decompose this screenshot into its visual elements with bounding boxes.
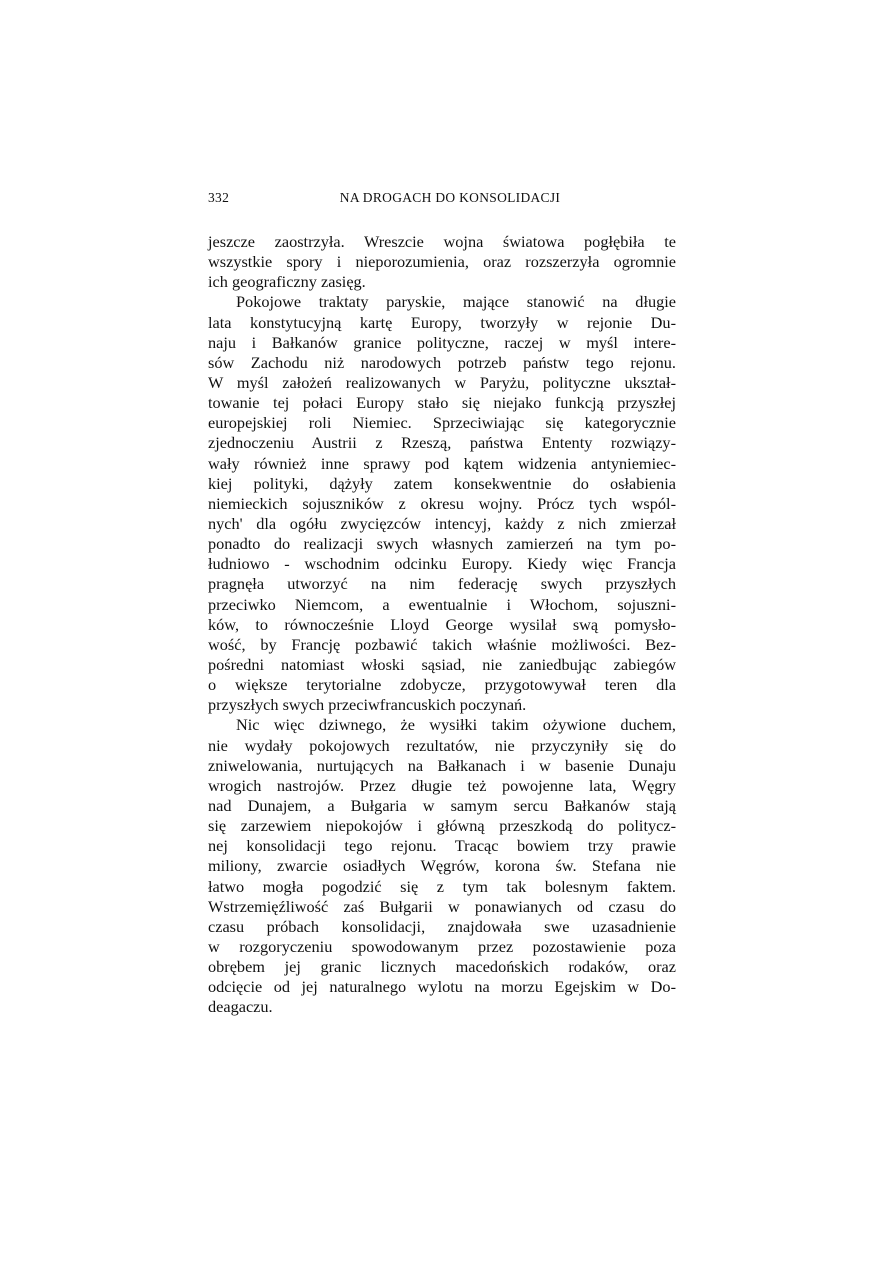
text-line: przeciwko Niemcom, a ewentualnie i Włochom, sojuszni- [208, 594, 676, 614]
text-line: jeszcze zaostrzyła. Wreszcie wojna światowa pogłębiła te [208, 232, 676, 251]
text-line: lata konstytucyjną kartę Europy, tworzyły w rejonie Du- [208, 312, 676, 332]
text-line: ponadto do realizacji swych własnych zamierzeń na tym po- [208, 534, 676, 554]
text-line: zjednoczeniu Austrii z Rzeszą, państwa Ententy rozwiązy- [208, 433, 676, 453]
text-line: miliony, zwarcie osiadłych Węgrów, korona św. Stefana nie [208, 856, 676, 876]
text-line: ich geograficzny zasięg. [208, 272, 366, 292]
text-line: pragnęła utworzyć na nim federację swych przyszłych [208, 574, 676, 594]
text-line: niemieckich sojuszników z okresu wojny. Prócz tych wspól- [208, 493, 676, 513]
text-line: obrębem jej granic licznych macedońskich rodaków, oraz [208, 957, 676, 977]
paragraph [208, 715, 676, 1017]
text-line: łatwo mogła pogodzić się z tym tak bolesnym faktem. [208, 876, 676, 896]
body-text [208, 232, 676, 1017]
text-line: ków, to równocześnie Lloyd George wysilał swą pomysło- [208, 614, 676, 634]
text-line: Nic więc dziwnego, że wysiłki takim ożywione duchem, [236, 715, 676, 735]
text-line: wość, by Francję pozbawić takich właśnie możliwości. Bez- [208, 634, 676, 654]
text-line: kiej polityki, dążyły zatem konsekwentnie do osłabienia [208, 473, 676, 493]
text-line: nad Dunajem, a Bułgaria w samym sercu Bałkanów stają [208, 795, 676, 815]
book-page [208, 190, 676, 1017]
text-line: się zarzewiem niepokojów i główną przeszkodą do politycz- [208, 816, 676, 836]
text-line: czasu próbach konsolidacji, znajdowała swe uzasadnienie [208, 916, 676, 936]
text-line: Wstrzemięźliwość zaś Bułgarii w ponawianych od czasu do [208, 896, 676, 916]
text-line: nie wydały pokojowych rezultatów, nie przyczyniły się do [208, 735, 676, 755]
text-line: towanie tej połaci Europy stało się niejako funkcją przyszłej [208, 393, 676, 413]
text-line: przyszłych swych przeciwfrancuskich poczynań. [208, 695, 527, 715]
text-line: wszystkie spory i nieporozumienia, oraz rozszerzyła ogromnie [208, 252, 676, 272]
text-line: sów Zachodu niż narodowych potrzeb państw tego rejonu. [208, 352, 676, 372]
text-line: W myśl założeń realizowanych w Paryżu, polityczne ukształ- [208, 372, 676, 392]
text-line: europejskiej roli Niemiec. Sprzeciwiając się kategorycznie [208, 413, 676, 433]
text-line: zniwelowania, nurtujących na Bałkanach i w basenie Dunaju [208, 755, 676, 775]
page-number: 332 [208, 190, 230, 205]
text-line: nej konsolidacji tego rejonu. Tracąc bowiem trzy prawie [208, 836, 676, 856]
text-line: wały również inne sprawy pod kątem widzenia antyniemiec- [208, 453, 676, 473]
text-line: nych' dla ogółu zwycięzców intencyj, każdy z nich zmierzał [208, 513, 676, 533]
paragraph [208, 292, 676, 715]
text-line: deagaczu. [208, 997, 273, 1017]
text-line: naju i Bałkanów granice polityczne, raczej w myśl intere- [208, 332, 676, 352]
text-line: wrogich nastrojów. Przez długie też powojenne lata, Węgry [208, 775, 676, 795]
text-line: w rozgoryczeniu spowodowanym przez pozostawienie poza [208, 936, 676, 956]
text-line: łudniowo - wschodnim odcinku Europy. Kiedy więc Francja [208, 554, 676, 574]
running-title: NA DROGACH DO KONSOLIDACJI [339, 190, 561, 205]
text-line: o większe terytorialne zdobycze, przygotowywał teren dla [208, 675, 676, 695]
text-line: pośredni natomiast włoski sąsiad, nie zaniedbując zabiegów [208, 654, 676, 674]
running-head [208, 190, 676, 212]
text-line: Pokojowe traktaty paryskie, mające stanowić na długie [236, 292, 676, 312]
text-line: odcięcie od jej naturalnego wylotu na morzu Egejskim w Do- [208, 977, 676, 997]
paragraph [208, 232, 676, 292]
